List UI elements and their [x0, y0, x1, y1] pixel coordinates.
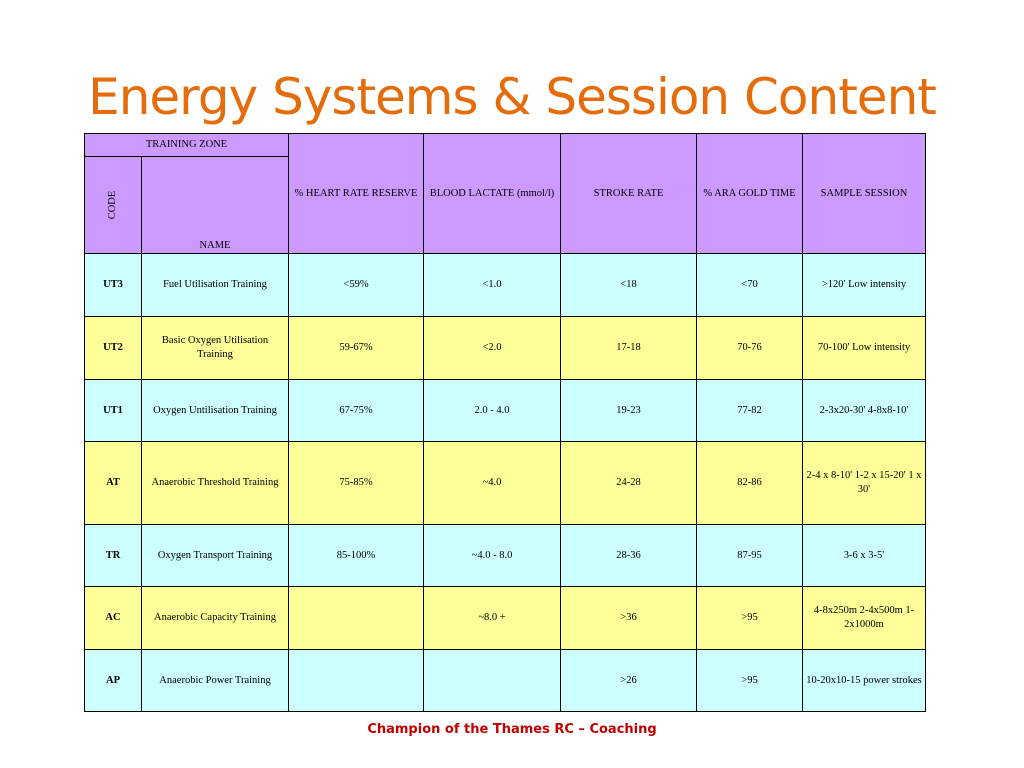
stroke-rate-cell: >36: [561, 587, 697, 650]
table-row: [85, 442, 926, 525]
name-cell: Anaerobic Power Training: [142, 650, 289, 712]
stroke-rate-header: STROKE RATE: [561, 134, 697, 254]
hr-reserve-cell: 67-75%: [289, 380, 424, 442]
name-cell: Basic Oxygen Utilisation Training: [142, 317, 289, 380]
ara-gold-header: % ARA GOLD TIME: [697, 134, 803, 254]
table-body: [85, 254, 926, 712]
table-row: [85, 587, 926, 650]
table-header: [85, 134, 926, 254]
code-cell: UT3: [85, 254, 142, 317]
slide-footer: Champion of the Thames RC – Coaching: [367, 722, 657, 737]
sample-session-cell: 10-20x10-15 power strokes: [803, 650, 926, 712]
table-row: [85, 254, 926, 317]
energy-systems-table: [84, 133, 925, 707]
sample-session-cell: 2-3x20-30' 4-8x8-10': [803, 380, 926, 442]
stroke-rate-cell: >26: [561, 650, 697, 712]
code-cell: AP: [85, 650, 142, 712]
name-header: NAME: [142, 157, 289, 254]
blood-lactate-cell: [424, 650, 561, 712]
name-cell: Fuel Utilisation Training: [142, 254, 289, 317]
name-cell: Oxygen Untilisation Training: [142, 380, 289, 442]
sample-session-cell: 3-6 x 3-5': [803, 525, 926, 587]
name-cell: Anaerobic Threshold Training: [142, 442, 289, 525]
blood-lactate-cell: <1.0: [424, 254, 561, 317]
sample-session-cell: 2-4 x 8-10' 1-2 x 15-20' 1 x 30': [803, 442, 926, 525]
hr-reserve-cell: <59%: [289, 254, 424, 317]
slide-title: Energy Systems & Session Content: [88, 68, 936, 126]
table-row: [85, 525, 926, 587]
stroke-rate-cell: 28-36: [561, 525, 697, 587]
ara-gold-cell: 82-86: [697, 442, 803, 525]
blood-lactate-cell: ~8.0 +: [424, 587, 561, 650]
code-cell: AC: [85, 587, 142, 650]
blood-lactate-cell: <2.0: [424, 317, 561, 380]
code-cell: TR: [85, 525, 142, 587]
code-header-cell: [85, 157, 142, 254]
table-row: [85, 380, 926, 442]
name-cell: Anaerobic Capacity Training: [142, 587, 289, 650]
sample-session-cell: >120' Low intensity: [803, 254, 926, 317]
stroke-rate-cell: 19-23: [561, 380, 697, 442]
sample-session-cell: 4-8x250m 2-4x500m 1-2x1000m: [803, 587, 926, 650]
training-zone-header: TRAINING ZONE: [85, 134, 289, 157]
blood-lactate-cell: ~4.0: [424, 442, 561, 525]
hr-reserve-cell: [289, 650, 424, 712]
hr-reserve-cell: 85-100%: [289, 525, 424, 587]
ara-gold-cell: <70: [697, 254, 803, 317]
sample-session-cell: 70-100' Low intensity: [803, 317, 926, 380]
ara-gold-cell: >95: [697, 587, 803, 650]
stroke-rate-cell: 24-28: [561, 442, 697, 525]
ara-gold-cell: >95: [697, 650, 803, 712]
table-row: [85, 650, 926, 712]
hr-reserve-cell: 59-67%: [289, 317, 424, 380]
code-header: CODE: [107, 190, 118, 220]
blood-lactate-cell: ~4.0 - 8.0: [424, 525, 561, 587]
hr-reserve-header: % HEART RATE RESERVE: [289, 134, 424, 254]
hr-reserve-cell: 75-85%: [289, 442, 424, 525]
blood-lactate-cell: 2.0 - 4.0: [424, 380, 561, 442]
ara-gold-cell: 77-82: [697, 380, 803, 442]
code-cell: AT: [85, 442, 142, 525]
stroke-rate-cell: 17-18: [561, 317, 697, 380]
code-cell: UT2: [85, 317, 142, 380]
blood-lactate-header: BLOOD LACTATE (mmol/l): [424, 134, 561, 254]
ara-gold-cell: 87-95: [697, 525, 803, 587]
table-row: [85, 317, 926, 380]
name-cell: Oxygen Transport Training: [142, 525, 289, 587]
sample-session-header: SAMPLE SESSION: [803, 134, 926, 254]
stroke-rate-cell: <18: [561, 254, 697, 317]
code-cell: UT1: [85, 380, 142, 442]
hr-reserve-cell: [289, 587, 424, 650]
ara-gold-cell: 70-76: [697, 317, 803, 380]
